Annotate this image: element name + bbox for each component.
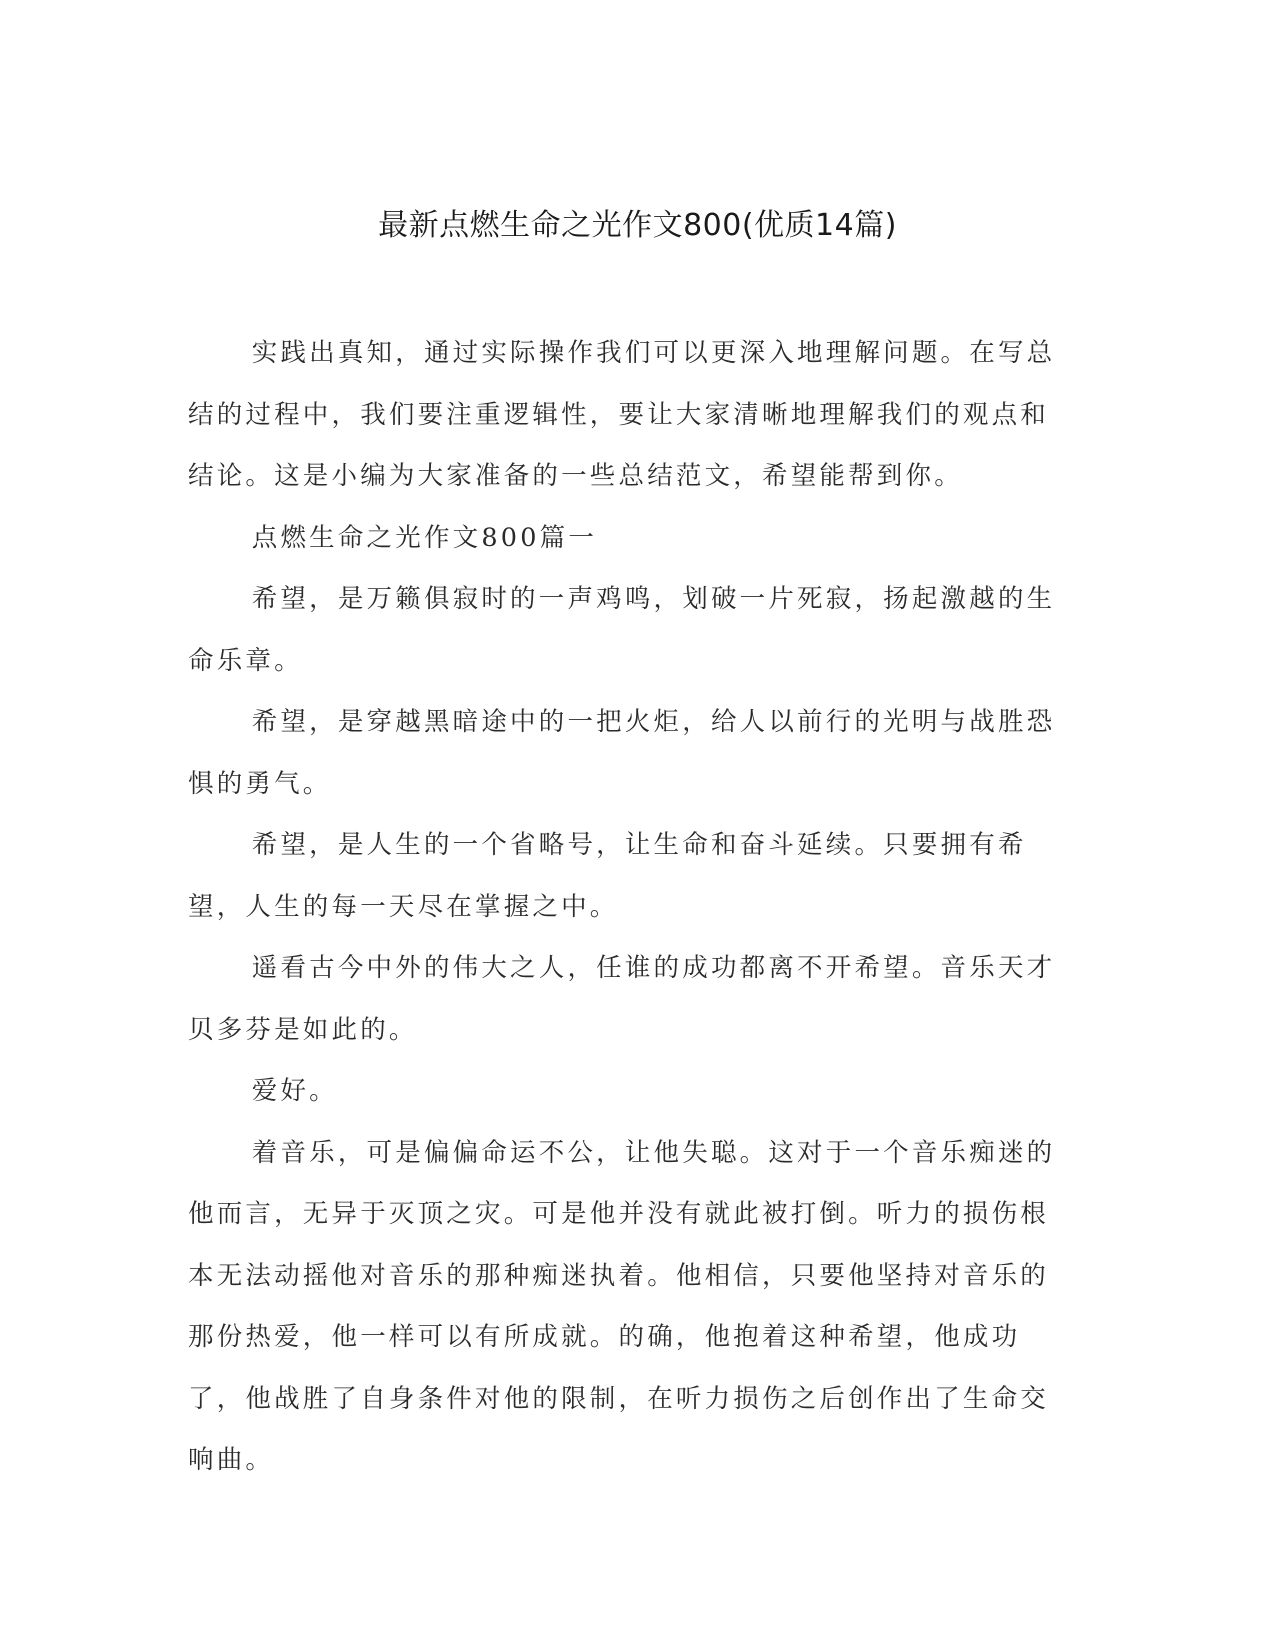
paragraph: 希望，是穿越黑暗途中的一把火炬，给人以前行的光明与战胜恐惧的勇气。 xyxy=(188,707,1056,799)
paragraph: 遥看古今中外的伟大之人，任谁的成功都离不开希望。音乐天才贝多芬是如此的。 xyxy=(188,953,1056,1045)
section-heading: 点燃生命之光作文800篇一 xyxy=(251,522,598,553)
paragraph: 着音乐，可是偏偏命运不公，让他失聪。这对于一个音乐痴迷的他而言，无异于灭顶之灾。可是他并没有就此被打倒。听力的损伤根本无法动摇他对音乐的那种痴迷执着。他相信，只要他坚持对音乐的那份热爱，他一样可以有所成就。的确，他抱着这种希望，他成功了，他战胜了自身条件对他的限制，在听力损伤之后创作出了生命交响曲。 xyxy=(188,1137,1056,1475)
paragraph: 希望，是万籁俱寂时的一声鸡鸣，划破一片死寂，扬起激越的生命乐章。 xyxy=(188,584,1056,676)
paragraph: 爱好。 xyxy=(251,1076,338,1106)
paragraph: 希望，是人生的一个省略号，让生命和奋斗延续。只要拥有希望，人生的每一天尽在掌握之中。 xyxy=(188,830,1027,922)
paragraph-intro: 实践出真知，通过实际操作我们可以更深入地理解问题。在写总结的过程中，我们要注重逻辑性，要让大家清晰地理解我们的观点和结论。这是小编为大家准备的一些总结范文，希望能帮到你。 xyxy=(188,338,1056,491)
document-body xyxy=(188,323,1068,1492)
document-title: 最新点燃生命之光作文800(优质14篇) xyxy=(378,208,897,243)
